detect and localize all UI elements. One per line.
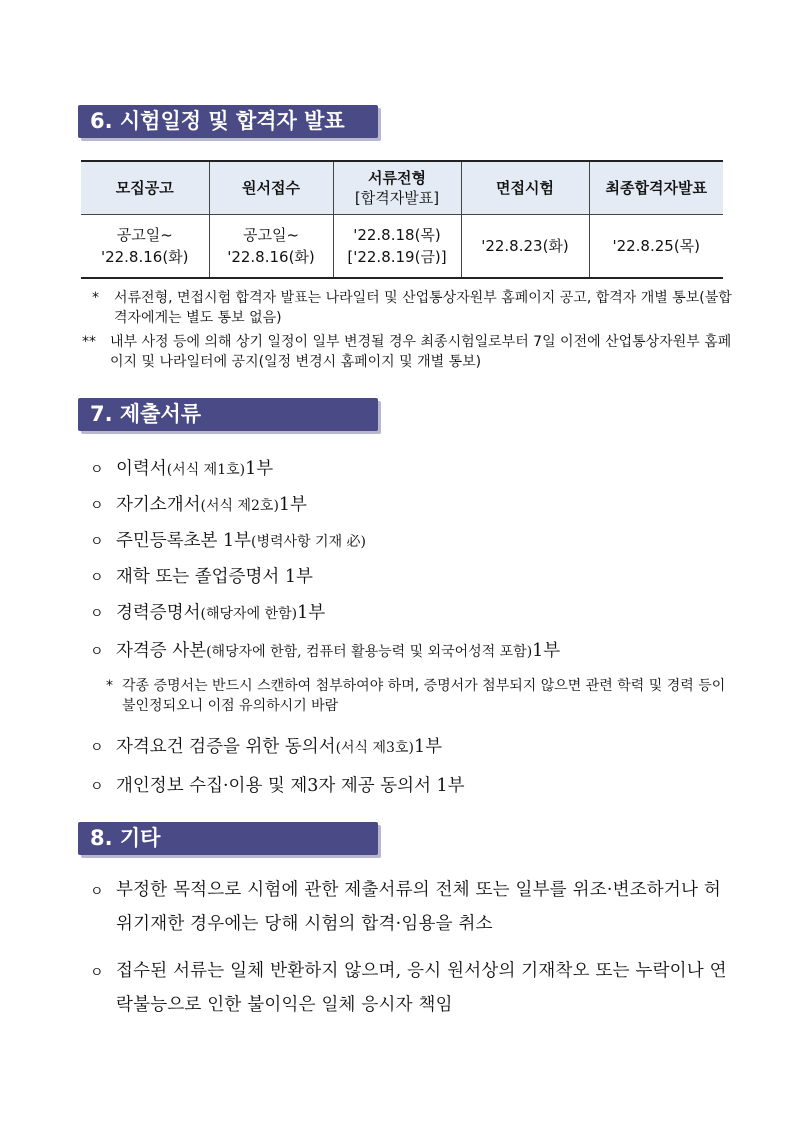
paragraph: ㅇ 접수된 서류는 일체 반환하지 않으며, 응시 원서상의 기재착오 또는 누락이나 연락불능으로 인한 불이익은 일체 응시자 책임 [90, 961, 727, 1015]
schedule-header-row [81, 161, 723, 215]
section-7-header: 7. 제출서류 [78, 398, 378, 431]
header-interview: 면접시험 [461, 161, 589, 215]
list-item: ㅇ 재학 또는 졸업증명서 1부 [90, 567, 313, 587]
section-6-header: 6. 시험일정 및 합격자 발표 [78, 105, 378, 138]
table-cell: '22.8.18(목) ['22.8.19(금)] [333, 215, 461, 279]
list-item: ㅇ 자격요건 검증을 위한 동의서 (서식 제3호) 1부 [90, 737, 442, 757]
documents-note: * 각종 증명서는 반드시 스캔하여 첨부하여야 하며, 증명서가 첨부되지 않으면 관련 학력 및 경력 등이 불인정되오니 이점 유의하시기 바람 [106, 678, 726, 714]
paragraph: ㅇ 부정한 목적으로 시험에 관한 제출서류의 전체 또는 일부를 위조·변조하거나 허위기재한 경우에는 당해 시험의 합격·임용을 취소 [90, 880, 721, 934]
schedule-note-2: ** 내부 사정 등에 의해 상기 일정이 일부 변경될 경우 최종시험일로부터 7일 이전에 산업통상자원부 홈페이지 및 나라일터에 공지(일정 변경시 홈페이지 및 개별 통보) [82, 334, 732, 370]
table-cell: '22.8.25(목) [589, 215, 723, 279]
table-cell: 공고일~ '22.8.16(화) [209, 215, 333, 279]
header-recruit-notice: 모집공고 [81, 161, 209, 215]
section-8-header: 8. 기타 [78, 822, 378, 855]
list-item: ㅇ 이력서 (서식 제1호) 1부 [90, 459, 274, 479]
schedule-data-row [81, 215, 723, 279]
schedule-table [81, 160, 723, 279]
list-item: ㅇ 개인정보 수집·이용 및 제3자 제공 동의서 1부 [90, 776, 465, 796]
schedule-note-1: * 서류전형, 면접시험 합격자 발표는 나라일터 및 산업통상자원부 홈페이지 공고, 합격자 개별 통보(불합격자에게는 별도 통보 없음) [92, 290, 732, 326]
header-final-announcement: 최종합격자발표 [589, 161, 723, 215]
table-cell: 공고일~ '22.8.16(화) [81, 215, 209, 279]
list-item: ㅇ 주민등록초본 1부 (병력사항 기재 必) [90, 531, 366, 551]
list-item: ㅇ 자기소개서 (서식 제2호) 1부 [90, 495, 307, 515]
header-application: 원서접수 [209, 161, 333, 215]
list-item: ㅇ 자격증 사본 (해당자에 한함, 컴퓨터 활용능력 및 외국어성적 포함) 1부 [90, 641, 561, 661]
header-document-screening: 서류전형 [합격자발표] [333, 161, 461, 215]
table-cell: '22.8.23(화) [461, 215, 589, 279]
list-item: ㅇ 경력증명서 (해당자에 한함) 1부 [90, 603, 326, 623]
